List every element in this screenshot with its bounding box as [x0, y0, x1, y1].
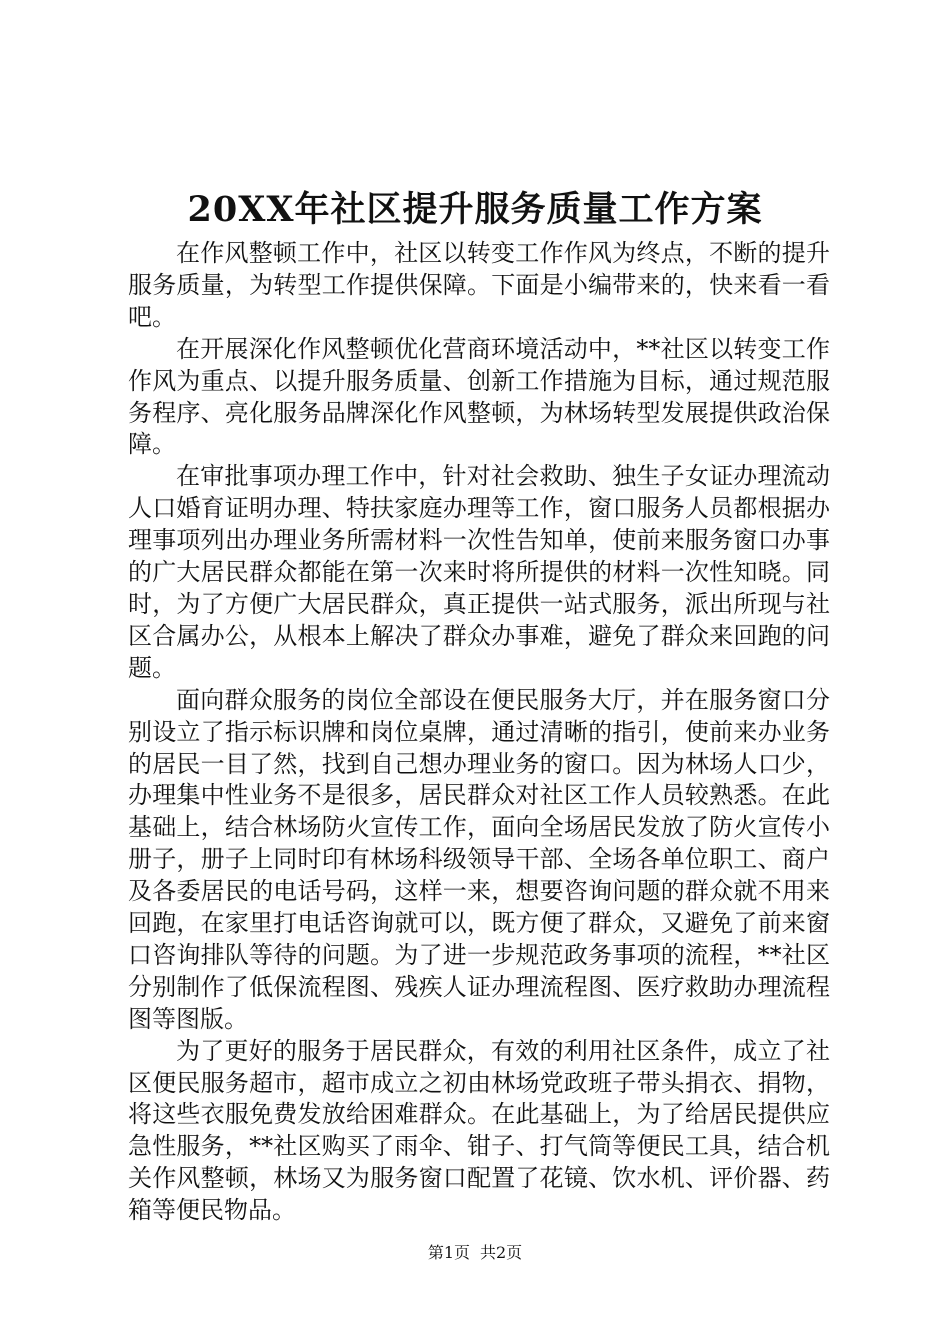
document-title: 20XX年社区提升服务质量工作方案	[187, 189, 763, 230]
paragraph: 在审批事项办理工作中，针对社会救助、独生子女证办理流动人口婚育证明办理、特扶家庭办理等工作，窗口服务人员都根据办理事项列出办理业务所需材料一次性告知单，使前来服务窗口办事的广大居民群众都能在第一次来时将所提供的材料一次性知晓。同时，为了方便广大居民群众，真正提供一站式服务，派出所现与社区合属办公，从根本上解决了群众办事难，避免了群众来回跑的问题。	[128, 462, 830, 682]
document-body	[128, 238, 830, 1227]
paragraph: 面向群众服务的岗位全部设在便民服务大厅，并在服务窗口分别设立了指示标识牌和岗位桌牌，通过清晰的指引，使前来办业务的居民一目了然，找到自己想办理业务的窗口。因为林场人口少，办理集中性业务不是很多，居民群众对社区工作人员较熟悉。在此基础上，结合林场防火宣传工作，面向全场居民发放了防火宣传小册子，册子上同时印有林场科级领导干部、全场各单位职工、商户及各委居民的电话号码，这样一来，想要咨询问题的群众就不用来回跑，在家里打电话咨询就可以，既方便了群众，又避免了前来窗口咨询排队等待的问题。为了进一步规范政务事项的流程，**社区分别制作了低保流程图、残疾人证办理流程图、医疗救助办理流程图等图版。	[128, 685, 830, 1033]
page-footer	[0, 1242, 950, 1264]
paragraph: 为了更好的服务于居民群众，有效的利用社区条件，成立了社区便民服务超市，超市成立之初由林场党政班子带头捐衣、捐物，将这些衣服免费发放给困难群众。在此基础上，为了给居民提供应急性服务，**社区购买了雨伞、钳子、打气筒等便民工具，结合机关作风整顿，林场又为服务窗口配置了花镜、饮水机、评价器、药箱等便民物品。	[128, 1036, 830, 1225]
paragraph: 在作风整顿工作中，社区以转变工作作风为终点，不断的提升服务质量，为转型工作提供保障。下面是小编带来的，快来看一看吧。	[128, 239, 830, 331]
paragraph: 在开展深化作风整顿优化营商环境活动中，**社区以转变工作作风为重点、以提升服务质量、创新工作措施为目标，通过规范服务程序、亮化服务品牌深化作风整顿，为林场转型发展提供政治保障。	[128, 334, 830, 459]
page-number-total: 共2页	[480, 1243, 523, 1262]
page-number-current: 第1页	[427, 1243, 470, 1262]
